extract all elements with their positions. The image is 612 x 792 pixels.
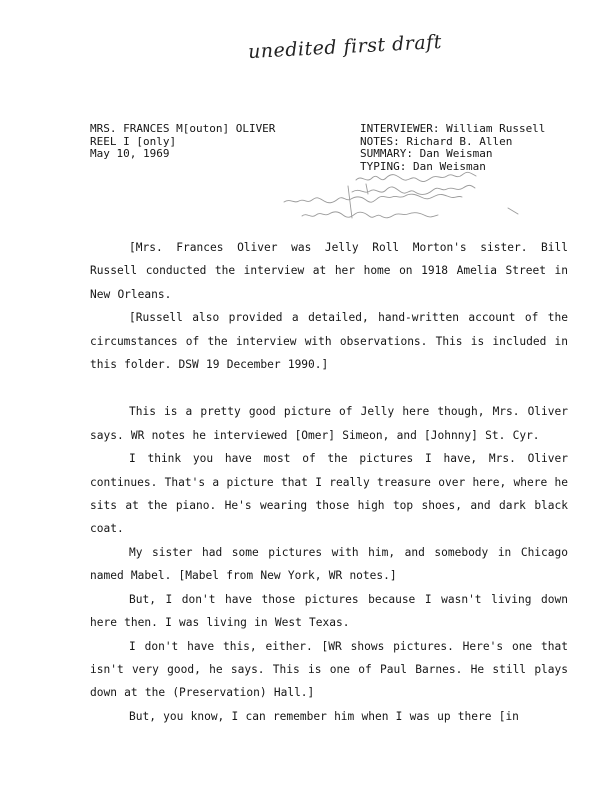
interviewee-header xyxy=(90,123,275,161)
transcript-paragraph: I don't have this, either. [WR shows pictures. Here's one that isn't very good, he says. This is one of Paul Barnes. He still plays down at the (Preservation) Hall.] xyxy=(90,639,568,700)
notes-credit: NOTES: Richard B. Allen xyxy=(360,134,513,148)
interviewee-name: MRS. FRANCES M[outon] OLIVER xyxy=(90,122,276,135)
reel-number: REEL I [only] xyxy=(90,134,177,148)
handwritten-annotation: unedited first draft xyxy=(247,30,443,64)
transcript-paragraph: I think you have most of the pictures I have, Mrs. Oliver continues. That's a picture that I really treasure over here, where he sits at the piano. He's wearing those high top shoes, and dark black coat. xyxy=(90,452,568,536)
intro-paragraph: [Mrs. Frances Oliver was Jelly Roll Morton's sister. Bill Russell conducted the interview at her home on 1918 Amelia Street in New Orleans. xyxy=(90,241,568,301)
transcript-paragraph: This is a pretty good picture of Jelly here though, Mrs. Oliver says. WR notes he interviewed [Omer] Simeon, and [Johnny] St. Cyr. xyxy=(90,405,568,442)
transcript-body xyxy=(90,236,568,728)
summary-credit: SUMMARY: Dan Weisman xyxy=(360,147,493,161)
interview-date: May 10, 1969 xyxy=(90,147,170,161)
transcript-paragraph: But, I don't have those pictures because I wasn't living down here then. I was living in West Texas. xyxy=(90,592,568,630)
transcript-paragraph: But, you know, I can remember him when I was up there [in xyxy=(129,709,519,723)
interviewer-credit: INTERVIEWER: William Russell xyxy=(360,122,546,135)
faint-handwritten-scribble xyxy=(278,166,578,226)
editorial-note-paragraph: [Russell also provided a detailed, hand-written account of the circumstances of the interview with observations. This is included in this folder. DSW 19 December 1990.] xyxy=(90,311,568,372)
typing-credit: TYPING: Dan Weisman xyxy=(360,159,486,173)
transcript-paragraph: My sister had some pictures with him, and somebody in Chicago named Mabel. [Mabel from New York, WR notes.] xyxy=(90,545,568,583)
